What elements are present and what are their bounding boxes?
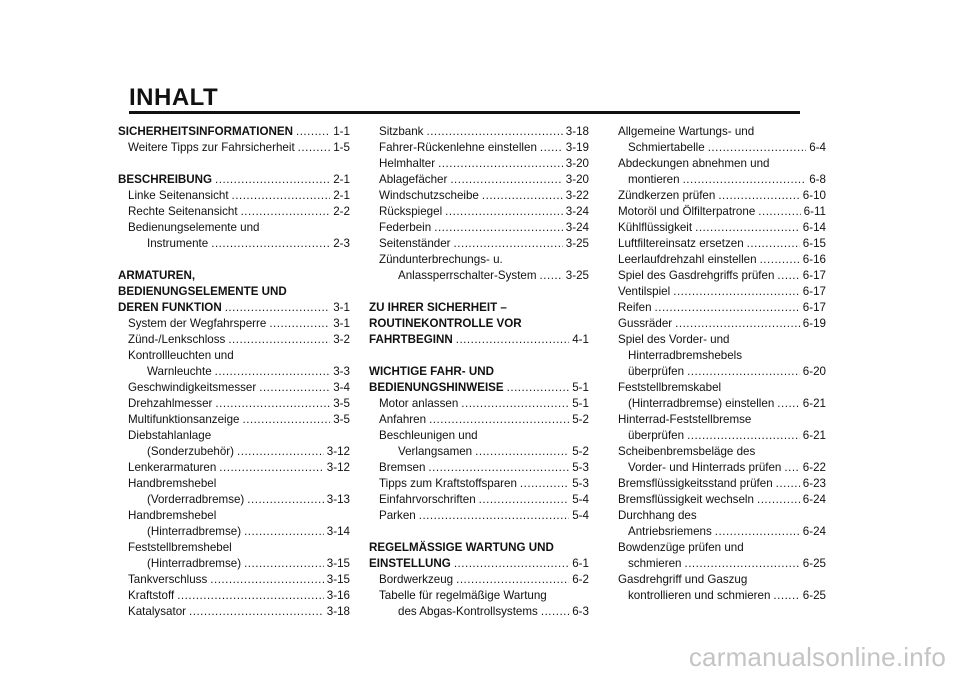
toc-page-number: 3-15 [326,557,350,570]
dot-leader [228,332,330,348]
toc-entry[interactable] [618,380,826,412]
section-spacer [118,156,350,172]
toc-entry[interactable] [369,156,589,172]
toc-entry[interactable] [369,428,589,460]
toc-entry[interactable] [369,588,589,620]
toc-entry-title: Feststellbremskabel [618,381,722,394]
toc-page-number: 6-20 [802,365,826,378]
toc-entry[interactable] [618,124,826,156]
toc-entry-title: Drehzahlmesser [128,397,213,410]
dot-leader [454,556,569,572]
dot-leader [244,556,324,572]
dot-leader [237,444,324,460]
toc-page-number: 5-3 [572,461,589,474]
toc-entry-title: Hinterrad-Feststellbremse [618,413,752,426]
dot-leader [758,204,800,220]
toc-page-number: 6-19 [802,317,826,330]
toc-entry[interactable] [618,412,826,444]
toc-entry[interactable] [369,188,589,204]
toc-entry-title: Spiel des Vorder- und [618,333,730,346]
toc-section-entry[interactable] [369,300,589,348]
dot-leader [247,492,323,508]
toc-entry-title: Hinterradbremshebels [628,349,743,362]
dot-leader [232,188,331,204]
toc-entry-title: Helmhalter [379,157,436,170]
toc-page-number: 3-2 [333,333,350,346]
toc-entry-title: Bordwerkzeug [379,573,454,586]
toc-page-number: 6-1 [572,557,589,570]
toc-entry[interactable] [618,204,826,220]
toc-entry[interactable] [618,268,826,284]
toc-entry-title: Reifen [618,301,652,314]
toc-entry-title: Lenkerarmaturen [128,461,217,474]
toc-entry[interactable] [118,380,350,396]
toc-page-number: 5-1 [572,381,589,394]
dot-leader [482,188,563,204]
toc-page-number: 3-20 [565,173,589,186]
toc-entry-title: montieren [628,173,680,186]
toc-entry[interactable] [118,428,350,460]
toc-page-number: 3-12 [326,445,350,458]
toc-entry[interactable] [118,332,350,348]
toc-entry[interactable] [118,508,350,540]
toc-entry-title: Abdeckungen abnehmen und [618,157,770,170]
toc-entry-title: (Hinterradbremse) [147,525,242,538]
dot-leader [426,124,562,140]
toc-entry-title: Kühlflüssigkeit [618,221,693,234]
toc-page-number: 3-25 [565,269,589,282]
toc-entry[interactable] [618,476,826,492]
toc-entry-title: Seitenständer [379,237,451,250]
toc-entry-title: Luftfiltereinsatz ersetzen [618,237,744,250]
toc-entry-title: (Hinterradbremse) einstellen [628,397,775,410]
toc-entry-title: BEDIENUNGSHINWEISE [369,381,504,394]
dot-leader [507,380,570,396]
toc-page-number: 6-24 [802,493,826,506]
toc-page-number: 3-1 [333,317,350,330]
section-spacer [369,348,589,364]
toc-page-number: 6-4 [809,141,826,154]
toc-entry[interactable] [118,476,350,508]
toc-entry-title: WICHTIGE FAHR- UND [369,365,494,378]
section-spacer [369,524,589,540]
toc-entry-title: Linke Seitenansicht [128,189,229,202]
toc-page-number: 3-12 [326,461,350,474]
dot-leader [760,252,800,268]
toc-entry-title: System der Wegfahrsperre [128,317,267,330]
toc-entry-title: Zünd-/Lenkschloss [128,333,226,346]
toc-entry-title: DEREN FUNKTION [118,301,222,314]
toc-page-number: 3-18 [326,605,350,618]
dot-leader [215,172,330,188]
toc-entry[interactable] [369,124,589,140]
dot-leader [241,204,331,220]
dot-leader [456,572,569,588]
toc-entry-title: Windschutzscheibe [379,189,479,202]
toc-entry-title: Diebstahlanlage [128,429,212,442]
toc-page-number: 6-15 [802,237,826,250]
toc-entry-title: Vorder- und Hinterrads prüfen [628,461,782,474]
toc-entry-title: ZU IHRER SICHERHEIT – [369,301,507,314]
toc-entry-title: BEDIENUNGSELEMENTE UND [118,285,287,298]
toc-entry-title: Ventilspiel [618,285,671,298]
dot-leader [747,236,800,252]
toc-entry[interactable] [618,300,826,316]
toc-entry-title: Parken [379,509,416,522]
toc-page-number: 2-3 [333,237,350,250]
dot-leader [445,204,563,220]
dot-leader [434,220,563,236]
toc-entry[interactable] [118,460,350,476]
dot-leader [210,572,324,588]
toc-page-number: 6-3 [572,605,589,618]
toc-page-number: 6-17 [802,301,826,314]
dot-leader [540,140,563,156]
toc-entry[interactable] [369,396,589,412]
toc-page-number: 1-1 [333,125,350,138]
toc-entry-title: Durchhang des [618,509,697,522]
toc-page-number: 2-1 [333,189,350,202]
toc-entry-title: Gasdrehgriff und Gaszug [618,573,748,586]
dot-leader [673,284,800,300]
toc-entry-title: überprüfen [628,429,685,442]
toc-entry-title: Fahrer-Rückenlehne einstellen [379,141,537,154]
toc-entry-title: Bowdenzüge prüfen und [618,541,744,554]
toc-entry[interactable] [618,220,826,236]
toc-entry-title: Rückspiegel [379,205,443,218]
dot-leader [461,396,569,412]
toc-page-number: 1-5 [333,141,350,154]
toc-entry[interactable] [118,412,350,428]
toc-page-number: 6-11 [803,205,826,218]
toc-section-entry[interactable] [369,364,589,396]
dot-leader [715,524,800,540]
dot-leader [428,460,569,476]
toc-page-number: 3-16 [326,589,350,602]
toc-entry[interactable] [118,204,350,220]
toc-entry[interactable] [118,316,350,332]
toc-page-number: 5-2 [572,413,589,426]
toc-entry[interactable] [118,348,350,380]
toc-page-number: 6-21 [802,397,826,410]
toc-entry[interactable] [118,572,350,588]
toc-entry-title: Sitzbank [379,125,424,138]
toc-page-number: 5-4 [572,493,589,506]
toc-page-number: 3-22 [565,189,589,202]
toc-entry-title: überprüfen [628,365,685,378]
toc-page-number: 3-1 [333,301,350,314]
toc-section-entry[interactable] [369,540,589,572]
toc-entry[interactable] [369,492,589,508]
toc-entry-title: Anfahren [379,413,427,426]
toc-entry-title: Zündunterbrechungs- u. [379,253,503,266]
toc-page-number: 2-2 [333,205,350,218]
toc-entry[interactable] [118,588,350,604]
toc-page-number: 3-24 [565,205,589,218]
dot-leader [259,380,330,396]
toc-entry[interactable] [369,412,589,428]
dot-leader [215,396,330,412]
toc-entry-title: Warnleuchte [147,365,212,378]
toc-page-number: 3-24 [565,221,589,234]
toc-page-number: 3-3 [333,365,350,378]
toc-page-number: 3-25 [565,237,589,250]
dot-leader [541,604,569,620]
toc-entry[interactable] [369,140,589,156]
toc-section-entry[interactable] [118,124,350,140]
dot-leader [687,364,800,380]
toc-section-entry[interactable] [118,268,350,316]
toc-entry-title: Bremsen [379,461,426,474]
toc-entry-title: Kraftstoff [128,589,175,602]
toc-entry-title: Motor anlassen [379,397,459,410]
dot-leader [438,156,563,172]
toc-column-3 [618,124,826,604]
dot-leader [757,492,800,508]
toc-page-number: 5-1 [572,397,589,410]
dot-leader [475,444,569,460]
dot-leader [215,364,331,380]
toc-entry[interactable] [618,156,826,188]
dot-leader [784,460,799,476]
toc-entry[interactable] [369,220,589,236]
toc-entry-title: (Sonderzubehör) [147,445,235,458]
section-spacer [118,252,350,268]
toc-entry-title: Ablagefächer [379,173,448,186]
dot-leader [225,300,331,316]
toc-page-number: 4-1 [572,333,589,346]
toc-entry-title: Bremsflüssigkeit wechseln [618,493,754,506]
toc-page-number: 3-5 [333,413,350,426]
dot-leader [243,412,331,428]
toc-entry[interactable] [118,188,350,204]
page-title: INHALT [129,84,219,111]
toc-entry-title: Zündkerzen prüfen [618,189,716,202]
toc-page-number: 6-22 [802,461,826,474]
toc-entry[interactable] [369,236,589,252]
toc-entry-title: Weitere Tipps zur Fahrsicherheit [128,141,295,154]
toc-entry[interactable] [118,604,350,620]
toc-page-number: 3-14 [326,525,350,538]
toc-entry-title: Schmiertabelle [628,141,705,154]
toc-page-number: 6-8 [809,173,826,186]
toc-page-number: 3-18 [565,125,589,138]
toc-entry-title: Handbremshebel [128,477,217,490]
toc-page-number: 3-15 [326,573,350,586]
toc-page-number: 3-20 [565,157,589,170]
toc-entry[interactable] [369,204,589,220]
dot-leader [684,556,799,572]
dot-leader [520,476,569,492]
toc-entry-title: REGELMÄSSIGE WARTUNG UND [369,541,554,554]
toc-entry[interactable] [369,476,589,492]
toc-entry-title: Rechte Seitenansicht [128,205,238,218]
toc-entry-title: Tankverschluss [128,573,208,586]
dot-leader [540,268,563,284]
toc-entry-title: Tabelle für regelmäßige Wartung [379,589,547,602]
toc-entry[interactable] [618,444,826,476]
toc-entry-title: Einfahrvorschriften [379,493,476,506]
toc-entry[interactable] [618,236,826,252]
toc-entry-title: schmieren [628,557,682,570]
toc-entry-title: Bremsflüssigkeitsstand prüfen [618,477,773,490]
toc-entry-title: ROUTINEKONTROLLE VOR [369,317,522,330]
toc-entry-title: Antriebsriemens [628,525,712,538]
toc-entry-title: FAHRTBEGINN [369,333,453,346]
toc-entry-title: Katalysator [128,605,186,618]
toc-page-number: 6-25 [802,557,826,570]
toc-entry-title: Feststellbremshebel [128,541,232,554]
toc-entry[interactable] [369,508,589,524]
toc-entry-title: Motoröl und Ölfilterpatrone [618,205,756,218]
toc-page-number: 6-10 [802,189,826,202]
toc-entry[interactable] [618,252,826,268]
toc-entry[interactable] [118,540,350,572]
dot-leader [211,236,330,252]
toc-entry[interactable] [369,572,589,588]
dot-leader [298,140,331,156]
toc-entry[interactable] [369,460,589,476]
dot-leader [244,524,324,540]
toc-entry[interactable] [369,172,589,188]
toc-entry[interactable] [118,220,350,252]
toc-entry[interactable] [618,316,826,332]
section-spacer [369,284,589,300]
dot-leader [419,508,570,524]
toc-page-number: 6-17 [802,285,826,298]
toc-entry-title: Beschleunigen und [379,429,478,442]
dot-leader [687,428,800,444]
toc-entry[interactable] [618,284,826,300]
dot-leader [454,236,563,252]
toc-entry[interactable] [618,572,826,604]
title-rule [129,111,800,114]
dot-leader [296,124,330,140]
toc-entry-title: Handbremshebel [128,509,217,522]
dot-leader [456,332,570,348]
toc-page-number: 6-25 [802,589,826,602]
toc-page-number: 2-1 [333,173,350,186]
toc-entry[interactable] [618,540,826,572]
toc-page-number: 6-14 [802,221,826,234]
toc-entry-title: des Abgas-Kontrollsystems [398,605,538,618]
dot-leader [479,492,570,508]
dot-leader [683,172,807,188]
toc-entry-title: Verlangsamen [398,445,473,458]
dot-leader [177,588,324,604]
toc-page-number: 3-13 [326,493,350,506]
toc-page-number: 6-24 [802,525,826,538]
toc-entry-title: (Hinterradbremse) [147,557,242,570]
dot-leader [269,316,330,332]
toc-entry[interactable] [118,140,350,156]
toc-page-number: 3-4 [333,381,350,394]
dot-leader [718,188,799,204]
toc-column-1 [118,124,350,620]
dot-leader [655,300,800,316]
toc-page-number: 6-17 [802,269,826,282]
toc-entry-title: EINSTELLUNG [369,557,451,570]
toc-column-2 [369,124,589,620]
toc-page-number: 5-4 [572,509,589,522]
toc-entry-title: kontrollieren und schmieren [628,589,771,602]
toc-entry-title: Bedienungselemente und [128,221,260,234]
toc-entry-title: ARMATUREN, [118,269,196,282]
toc-entry-title: Geschwindigkeitsmesser [128,381,257,394]
toc-entry-title: Tipps zum Kraftstoffsparen [379,477,517,490]
toc-page-number: 6-23 [802,477,826,490]
toc-entry-title: Spiel des Gasdrehgriffs prüfen [618,269,775,282]
toc-entry[interactable] [369,252,589,284]
toc-entry[interactable] [118,396,350,412]
dot-leader [675,316,800,332]
dot-leader [708,140,807,156]
dot-leader [219,460,323,476]
toc-entry[interactable] [618,188,826,204]
toc-entry-title: Kontrollleuchten und [128,349,234,362]
toc-page-number: 6-2 [572,573,589,586]
toc-entry-title: Multifunktionsanzeige [128,413,240,426]
toc-page-number: 3-19 [565,141,589,154]
toc-entry-title: Allgemeine Wartungs- und [618,125,755,138]
dot-leader [189,604,324,620]
toc-page-number: 6-16 [802,253,826,266]
toc-entry[interactable] [618,332,826,380]
toc-entry[interactable] [618,508,826,540]
toc-entry-title: Leerlaufdrehzahl einstellen [618,253,757,266]
toc-entry-title: Gussräder [618,317,673,330]
dot-leader [777,396,800,412]
toc-page-number: 3-5 [333,397,350,410]
toc-section-entry[interactable] [118,172,350,188]
dot-leader [777,268,799,284]
dot-leader [776,476,800,492]
toc-entry[interactable] [618,492,826,508]
toc-entry-title: Instrumente [147,237,209,250]
toc-page-number: 5-3 [572,477,589,490]
toc-entry-title: (Vorderradbremse) [147,493,245,506]
dot-leader [695,220,800,236]
dot-leader [450,172,562,188]
dot-leader [773,588,799,604]
watermark: carmanualsonline.info [688,642,946,672]
toc-entry-title: Anlassperrschalter-System [398,269,537,282]
toc-page-number: 6-21 [802,429,826,442]
dot-leader [429,412,569,428]
toc-entry-title: Federbein [379,221,432,234]
toc-entry-title: SICHERHEITSINFORMATIONEN [118,125,293,138]
toc-page-number: 5-2 [572,445,589,458]
toc-entry-title: Scheibenbremsbeläge des [618,445,756,458]
toc-entry-title: BESCHREIBUNG [118,173,213,186]
